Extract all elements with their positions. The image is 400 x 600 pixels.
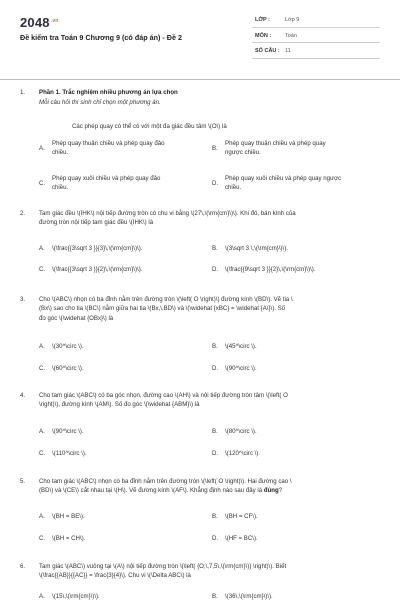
meta-subject: MÔN : Toán [252,30,380,43]
meta-question-count: SỐ CÂU : 11 [252,45,380,59]
question-5: 5. Cho tam giác \(ABC\) nhọn có ba đỉnh nằm trên đường tròn \(\left( O \right)\). Hai đường cao \ (BD\) và \(CE\) cắt nhau tại \(H\). Vẽ đường kính \(AF\). Khẳng định nào sau đây là đúng? A. \(BH = BE\). B. \(BH = CF\). C. \(BH = CH\). D. \(HF = BC\). [20,477,382,547]
question-text: Cho \(ABC\) nhọn có ba đỉnh nằm trên đường tròn \(\left( O \right)\) đường kính \(BD\). Vẽ tia \ (Bx\) sao cho tia \(BC\) nằm giữa hai tia \(Bx,\,BD\) và \(\widehat {xBC} = \widehat {A\}\). Số đo góc \(\widehat {OBx}\) là [39,296,293,322]
question-2: 2. Tam giác đều \(IHK\) nội tiếp đường tròn có chu vi bằng \(27\,\(\rm{cm}\)\). Khi đó, bán kính của đường tròn nội tiếp tam giác đều \(IHK\) là A. \(\frac{{3\sqrt 3 }}{3}\,\(\rm{cm}\)\). B. \(3\sqrt 3 \,\(\rm{cm}\)\). C. \(\frac{{3\sqrt 3 }}{2}\,\(\rm{cm}\)\). D. \(\frac{{9\sqrt 3 }}{2}\,\(\rm{cm}\)\). [20,209,382,279]
page-header [0,0,400,80]
section-title: Phần 1. Trắc nghiệm nhiều phương án lựa chọn [39,89,178,96]
meta-class: LỚP : Lớp 9 [252,14,380,28]
question-3: 3. Cho \(ABC\) nhọn có ba đỉnh nằm trên đường tròn \(\left( O \right)\) đường kính \(BD\). Vẽ tia \ (Bx\) sao cho tia \(BC\) nằm giữa hai tia \(Bx,\,BD\) và \(\widehat {xBC} = \widehat {A\}\). Số đo góc \(\widehat {OBx}\) là A. \(30^\circ \). B. \(45^\circ \). C. \(60^\circ \). D. \(90^\circ \). [20,295,382,375]
question-text: Cho tam giác \(ABC\) nhọn có ba đỉnh nằm trên đường tròn \(\left( O \right)\). Hai đường cao \ (BD\) và \(CE\) cắt nhau tại \(H\). Vẽ đường kính \(AF\). Khẳng định nào sau đây là đúng? [39,478,292,495]
site-logo[interactable]: $2048^{.vn}$ [20,15,59,30]
question-text: Các phép quay có thể có với một đa giác đều tâm \(O\) là [72,123,227,130]
question-text: Tam giác đều \(IHK\) nội tiếp đường tròn có chu vi bằng \(27\,\(\rm{cm}\)\). Khi đó, bán kính của đường tròn nội tiếp tam giác đều \(IHK\) là [39,210,296,227]
question-text: Tam giác \(ABC\) vuông tại \(A\) nội tiếp đường tròn \(\left( {O;\,7,5\,\(\rm{cm}\)} \right)\). Biết \(\frac{{AB}}{{AC}} = \frac{3}{4}\). Chu vi \(\Delta ABC\) là [39,563,287,580]
question-4: 4. Cho tam giác \(ABC\) có ba góc nhọn, đường cao \(AH\) và nội tiếp đường tròn tâm \(\left( O \right)\), đường kính \(AM\). Số đo góc \(\widehat {ABM}\) là A. \(90^\circ \). B. \(80^\circ \). C. \(110^\circ \). D. \(120^\circ \). [20,391,382,461]
exam-title: Đề kiểm tra Toán 9 Chương 9 (có đáp án) - Đề 2 [20,33,182,42]
question-1: 1. Phần 1. Trắc nghiệm nhiều phương án lựa chọn Mỗi câu hỏi thí sinh chỉ chọn một phương án. Các phép quay có thể có với một đa giác đều tâm \(O\) là A. Phép quay thuận chiều và phép quay đảo chiều. B. Phép quay thuận chiều và phép quay ngược chiều. C. Phép quay xuôi chiều và phép quay đảo chiều. D. Phép quay xuôi chiều và phép quay ngược chiều. [20,88,382,196]
question-text: Cho tam giác \(ABC\) có ba góc nhọn, đường cao \(AH\) và nội tiếp đường tròn tâm \(\left( O \right)\), đường kính \(AM\). Số đo góc \(\widehat {ABM}\) là [39,392,288,409]
question-6: 6. Tam giác \(ABC\) vuông tại \(A\) nội tiếp đường tròn \(\left( {O;\,7,5\,\(\rm{cm}\)} \right)\). Biết \(\frac{{AB}}{{AC}} = \frac{3}{4}\). Chu vi \(\Delta ABC\) là A. \(15\,\(\rm{cm}\)\). B. \(36\,\(\rm{cm}\)\). [20,562,382,600]
section-instruction: Mỗi câu hỏi thí sinh chỉ chọn một phương án. [39,99,161,106]
